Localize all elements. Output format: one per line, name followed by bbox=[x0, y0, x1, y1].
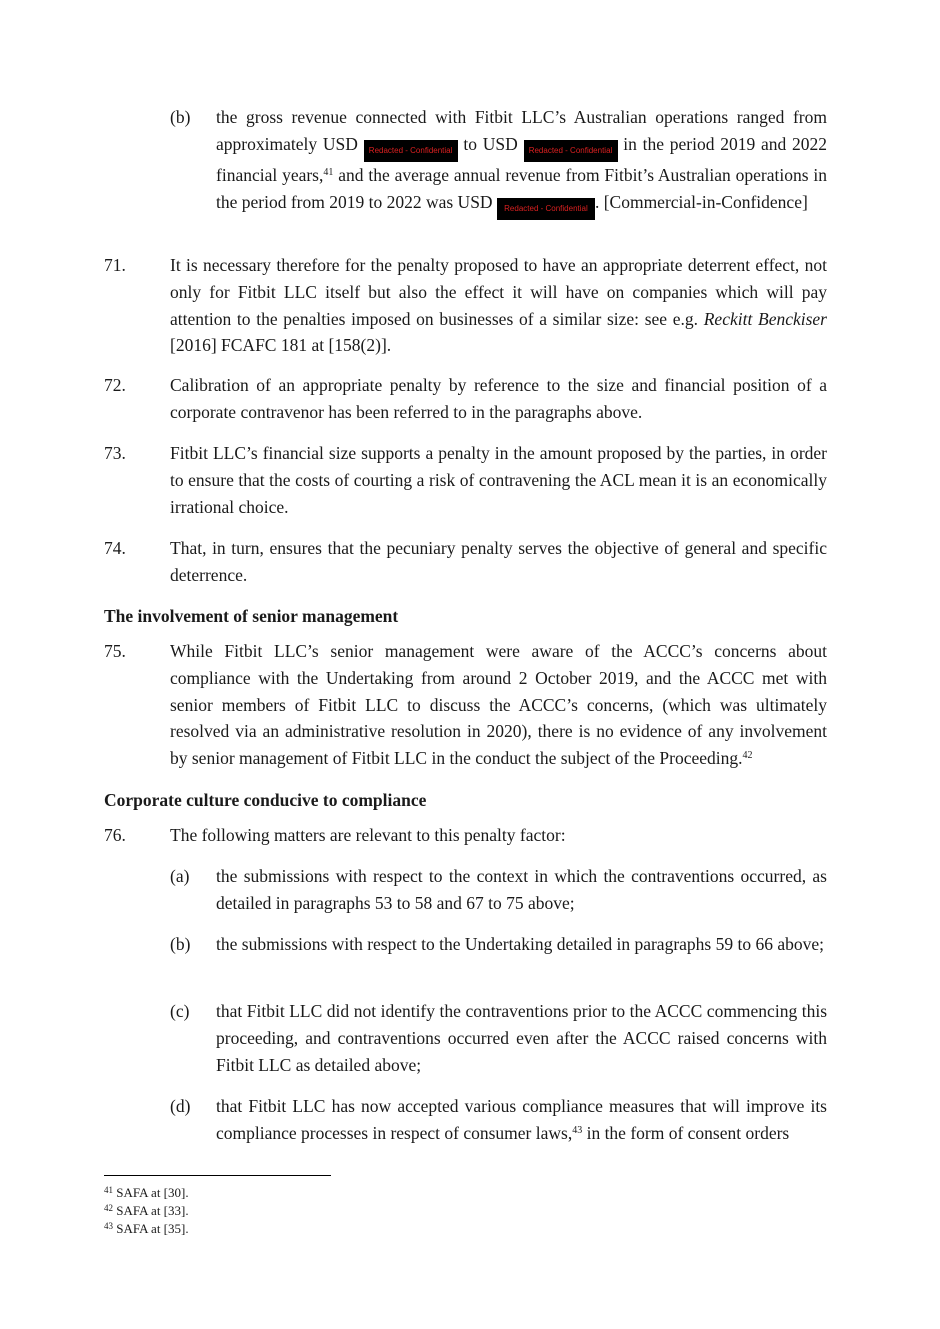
paragraph-75: While Fitbit LLC’s senior management were aware of the ACCC’s concerns about compliance with the Undertaking from around 2 October 2019, and the ACCC met with senior members of Fitbit LLC to discuss the ACCC’s concerns, (which was ultimately resolved via an administrative resolution in 2020), there is no evidence of any involvement by senior management of Fitbit LLC in the conduct the subject of the Proceeding.$^{42}$ bbox=[170, 641, 827, 769]
footnote-number: 41 bbox=[104, 1185, 113, 1195]
paragraph-73: Fitbit LLC’s financial size supports a penalty in the amount proposed by the parties, in order to ensure that the costs of courting a risk of contravening the ACL mean it is an economically irrational choice. bbox=[170, 443, 827, 517]
footnote-ref: 41 bbox=[323, 166, 334, 178]
subparagraph-76d: that Fitbit LLC has now accepted various compliance measures that will improve its compliance processes in respect of consumer laws,$^{43}$ in the form of consent orders bbox=[216, 1096, 827, 1143]
subparagraph-label: (b) bbox=[170, 107, 191, 127]
redaction-box: Redacted - Confidential bbox=[497, 198, 595, 220]
subparagraph-76a: the submissions with respect to the context in which the contraventions occurred, as detailed in paragraphs 53 to 58 and 67 to 75 above; bbox=[216, 866, 827, 913]
paragraph-71: It is necessary therefore for the penalty proposed to have an appropriate deterrent effect, not only for Fitbit LLC itself but also the effect it will have on companies which will pay attention to the penalties imposed on businesses of a similar size: see e.g. Reckitt Benckiser [2016] FCAFC 181 at [158(2)]. bbox=[170, 255, 827, 356]
paragraph-74: That, in turn, ensures that the pecuniary penalty serves the objective of general and specific deterrence. bbox=[170, 538, 827, 585]
footnote-ref: 42 bbox=[742, 750, 753, 762]
paragraph-number: 74. bbox=[104, 538, 126, 558]
subparagraph-label: (c) bbox=[170, 1001, 190, 1021]
footnote-number: 43 bbox=[104, 1221, 113, 1231]
footnote: $^{43}$ SAFA at [35]. bbox=[104, 1221, 189, 1236]
paragraph-number: 76. bbox=[104, 825, 126, 845]
footnote: $^{42}$ SAFA at [33]. bbox=[104, 1203, 189, 1218]
paragraph-number: 75. bbox=[104, 641, 126, 661]
subparagraph-label: (d) bbox=[170, 1096, 191, 1116]
subparagraph-label: (b) bbox=[170, 934, 191, 954]
paragraph-number: 71. bbox=[104, 255, 126, 275]
footnote: $^{41}$ SAFA at [30]. bbox=[104, 1185, 189, 1200]
section-heading: Corporate culture conducive to compliance bbox=[104, 790, 427, 810]
subparagraph-76c: that Fitbit LLC did not identify the contraventions prior to the ACCC commencing this proceeding, and contraventions occurred even after the ACCC raised concerns with Fitbit LLC as detailed above; bbox=[216, 1001, 827, 1075]
paragraph-number: 72. bbox=[104, 375, 126, 395]
subparagraph-label: (a) bbox=[170, 866, 190, 886]
redaction-box: Redacted - Confidential bbox=[364, 140, 458, 162]
section-heading: The involvement of senior management bbox=[104, 606, 399, 626]
footnote-separator bbox=[104, 1175, 331, 1176]
footnote-ref: 43 bbox=[572, 1124, 583, 1136]
paragraph-72: Calibration of an appropriate penalty by reference to the size and financial position of a corporate contravenor has been referred to in the paragraphs above. bbox=[170, 375, 827, 422]
paragraph-76: The following matters are relevant to this penalty factor: bbox=[170, 825, 566, 845]
paragraph-number: 73. bbox=[104, 443, 126, 463]
case-citation: Reckitt Benckiser bbox=[703, 308, 827, 329]
subparagraph-76b: the submissions with respect to the Undertaking detailed in paragraphs 59 to 66 above; bbox=[216, 934, 824, 954]
footnote-number: 42 bbox=[104, 1203, 113, 1213]
redaction-box: Redacted - Confidential bbox=[524, 140, 618, 162]
subparagraph-70b: the gross revenue connected with Fitbit LLC’s Australian operations ranged from approximately USD Redacted - Confidential to USD Redacted - Confidential in the period 2019 and 2022 financial years,$^{41}$ and the average annual revenue from Fitbit’s Australian operations in the period from 2019 to 2022 was USD Redacted - Confidential . [Commercial-in-Confidence] bbox=[216, 104, 827, 220]
